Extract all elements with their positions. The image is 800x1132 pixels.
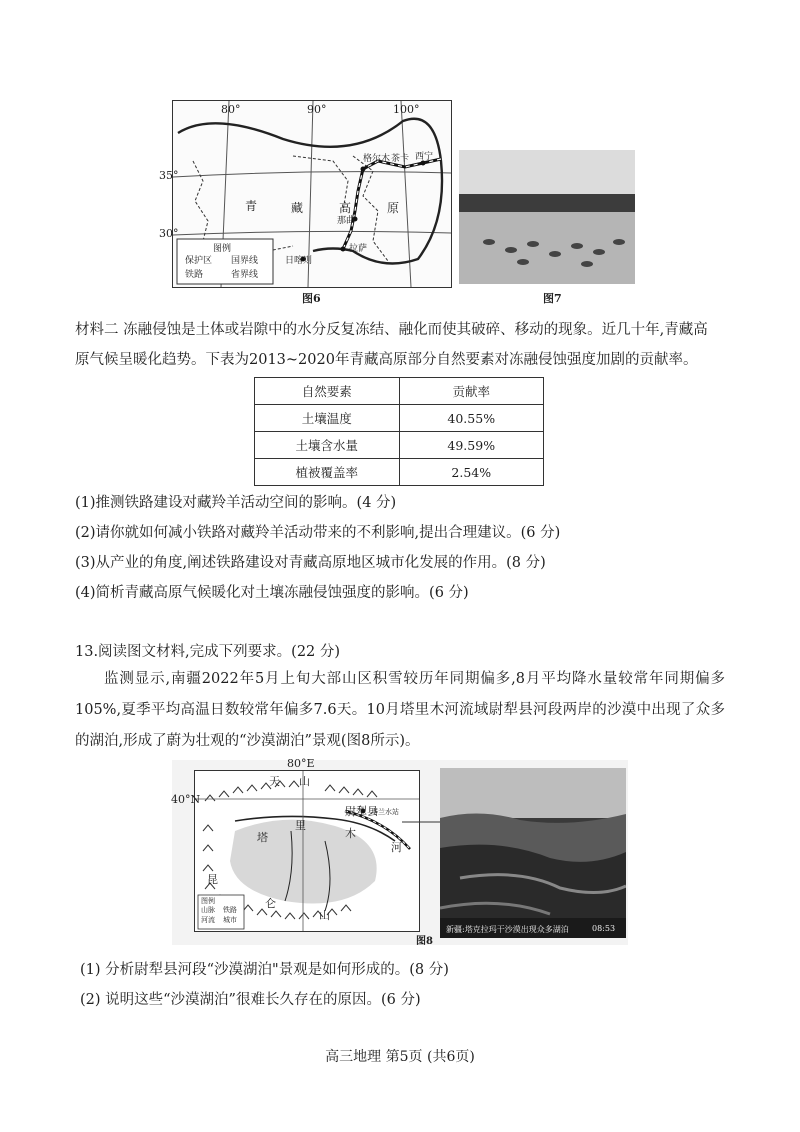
- figure7-photo-drawing: [459, 150, 635, 284]
- lat-label-35: 35°: [159, 169, 179, 182]
- table-header-factor: 自然要素: [255, 378, 400, 405]
- fig8-legend-title: 图例: [201, 897, 215, 905]
- figure8-map: [171, 757, 420, 932]
- place-chaka: 茶卡: [391, 154, 410, 164]
- fig8-lat-label: 40°N: [171, 793, 201, 806]
- place-lhasa: 拉萨: [349, 244, 368, 254]
- material2-line2: 原气候呈暖化趋势。下表为2013~2020年青藏高原部分自然要素对冻融侵蚀强度加剧的贡献率。: [75, 352, 698, 368]
- fig8-legend-mountain: 山脉: [201, 906, 215, 914]
- table-header-row: [255, 378, 544, 405]
- figure8-caption: 图8: [416, 936, 433, 947]
- table-cell-factor: 土壤温度: [255, 405, 400, 432]
- region-char-zang: 藏: [291, 201, 304, 215]
- lat-label-30: 30°: [159, 227, 179, 240]
- question-12-2: (2)请你就如何减小铁路对藏羚羊活动带来的不利影响,提出合理建议。(6 分): [75, 525, 561, 541]
- region-char-qing: 青: [245, 199, 258, 213]
- figure8-frame: [171, 757, 628, 945]
- figure7-caption: 图7: [543, 292, 562, 305]
- fig8-site-label: 塔兰水站: [371, 808, 399, 816]
- legend-title: 图例: [213, 244, 232, 254]
- figure7-photo: [459, 150, 635, 284]
- lon-label-100: 100°: [393, 103, 420, 116]
- question-13-2: (2) 说明这些“沙漠湖泊”很难长久存在的原因。(6 分): [80, 992, 421, 1008]
- fig8-label-yuli: 尉犁县: [345, 805, 378, 818]
- fig8-label-li: 里: [295, 819, 306, 832]
- figure6-caption: 图6: [302, 292, 321, 305]
- lon-label-90: 90°: [307, 103, 327, 116]
- question-12-4: (4)简析青藏高原气候暖化对土壤冻融侵蚀强度的影响。(6 分): [75, 585, 469, 601]
- fig8-lon-label: 80°E: [287, 757, 315, 770]
- fig8-legend-railway: 铁路: [223, 906, 237, 914]
- table-cell-rate: 40.55%: [399, 405, 544, 432]
- table-header-rate: 贡献率: [399, 378, 544, 405]
- place-shigatse: 日喀则: [285, 256, 313, 266]
- figure8-photo-caption: 新疆:塔克拉玛干沙漠出现众多湖泊: [446, 925, 569, 934]
- table-row: [255, 432, 544, 459]
- place-xining: 西宁: [415, 152, 434, 162]
- region-char-yuan: 原: [387, 201, 400, 215]
- question-13-1: (1) 分析尉犁县河段“沙漠湖泊"景观是如何形成的。(8 分): [80, 962, 449, 978]
- legend-item-national-border: 国界线: [231, 256, 259, 266]
- fig8-legend-city: 城市: [223, 916, 237, 924]
- legend-item-railway: 铁路: [185, 270, 204, 280]
- fig8-label-tian: 天: [269, 775, 280, 788]
- fig8-label-lun: 仑: [265, 897, 276, 910]
- place-nagqu: 那曲: [337, 216, 356, 226]
- contribution-table: [254, 377, 544, 486]
- table-cell-rate: 2.54%: [399, 459, 544, 486]
- question-13-title: 13.阅读图文材料,完成下列要求。(22 分): [75, 644, 341, 660]
- fig8-label-shan2: 山: [319, 909, 330, 922]
- question-13-paragraph: 监测显示,南疆2022年5月上旬大部山区积雪较历年同期偏多,8月平均降水量较常年同期偏多105%,夏季平均高温日数较常年偏多7.6天。10月塔里木河流域尉犁县河段两岸的沙漠中出现了众多的湖泊,形成了蔚为壮观的“沙漠湖泊”景观(图8所示)。: [75, 671, 725, 749]
- lon-label-80: 80°: [221, 103, 241, 116]
- page-footer: 高三地理 第5页 (共6页): [325, 1049, 475, 1065]
- fig8-label-shan: 山: [299, 775, 310, 788]
- question-12-1: (1)推测铁路建设对藏羚羊活动空间的影响。(4 分): [75, 495, 397, 511]
- fig8-label-mu: 木: [345, 827, 356, 840]
- region-char-gao: 高: [339, 201, 352, 215]
- fig8-label-ta: 塔: [257, 831, 268, 844]
- fig8-label-he: 河: [391, 841, 402, 854]
- table-row: [255, 459, 544, 486]
- table-cell-rate: 49.59%: [399, 432, 544, 459]
- table-cell-factor: 土壤含水量: [255, 432, 400, 459]
- question-12-3: (3)从产业的角度,阐述铁路建设对青藏高原地区城市化发展的作用。(8 分): [75, 555, 546, 571]
- fig8-legend-river: 河流: [201, 916, 215, 924]
- fig8-label-kun: 昆: [207, 873, 218, 886]
- table-cell-factor: 植被覆盖率: [255, 459, 400, 486]
- figure6-map: [159, 100, 452, 288]
- table-row: [255, 405, 544, 432]
- material2-line1: 材料二 冻融侵蚀是土体或岩隙中的水分反复冻结、融化而使其破碎、移动的现象。近几十年,青藏高: [75, 322, 708, 338]
- legend-item-province-border: 省界线: [231, 270, 259, 280]
- figure8-photo: [440, 768, 626, 938]
- figure8-photo-drawing: [440, 768, 626, 938]
- figure8-photo-time: 08:53: [592, 924, 616, 933]
- legend-item-reserve: 保护区: [185, 256, 213, 266]
- place-golmud: 格尔木: [363, 154, 391, 164]
